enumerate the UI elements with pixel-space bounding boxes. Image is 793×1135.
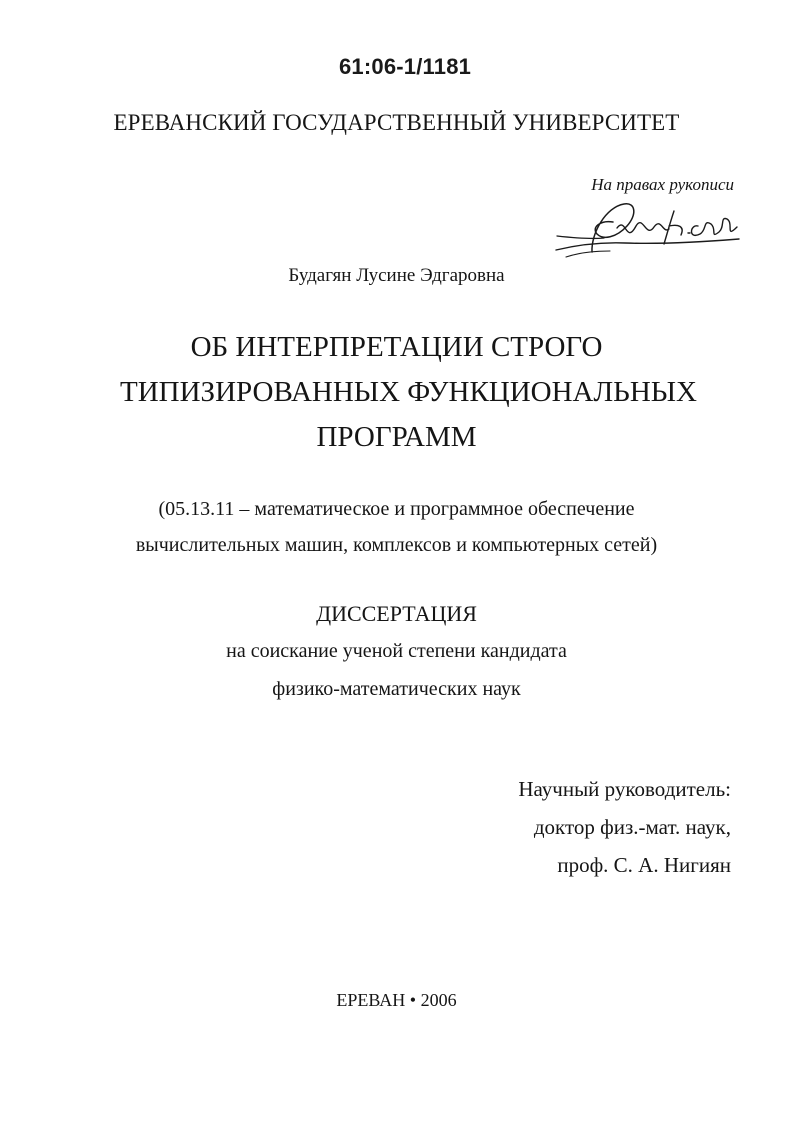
supervisor-block bbox=[518, 770, 731, 884]
degree-line: физико-математических наук bbox=[272, 678, 521, 700]
university-name: ЕРЕВАНСКИЙ ГОСУДАРСТВЕННЫЙ УНИВЕРСИТЕТ bbox=[113, 110, 680, 135]
title-line: ОБ ИНТЕРПРЕТАЦИИ СТРОГО bbox=[190, 331, 603, 363]
dissertation-title bbox=[120, 325, 697, 460]
supervisor-line: проф. С. А. Нигиян bbox=[557, 853, 731, 877]
author-name: Будагян Лусине Эдгаровна bbox=[288, 265, 505, 286]
place-and-year: ЕРЕВАН • 2006 bbox=[336, 990, 457, 1010]
degree-description bbox=[0, 632, 793, 708]
specialty-line: (05.13.11 – математическое и программное обеспечение bbox=[158, 498, 635, 520]
specialty-description bbox=[94, 491, 699, 563]
title-line: ТИПИЗИРОВАННЫХ ФУНКЦИОНАЛЬНЫХ bbox=[120, 376, 697, 408]
supervisor-line: Научный руководитель: bbox=[518, 777, 731, 801]
dissertation-heading: ДИССЕРТАЦИЯ bbox=[316, 601, 477, 626]
supervisor-line: доктор физ.-мат. наук, bbox=[533, 815, 731, 839]
handwritten-signature-icon bbox=[553, 196, 743, 264]
specialty-line: вычислительных машин, комплексов и компьютерных сетей) bbox=[135, 534, 658, 556]
catalog-code: 61:06-1/1181 bbox=[339, 54, 472, 79]
manuscript-rights-note: На правах рукописи bbox=[591, 175, 734, 194]
title-line: ПРОГРАММ bbox=[316, 421, 477, 453]
degree-line: на соискание ученой степени кандидата bbox=[226, 640, 567, 662]
